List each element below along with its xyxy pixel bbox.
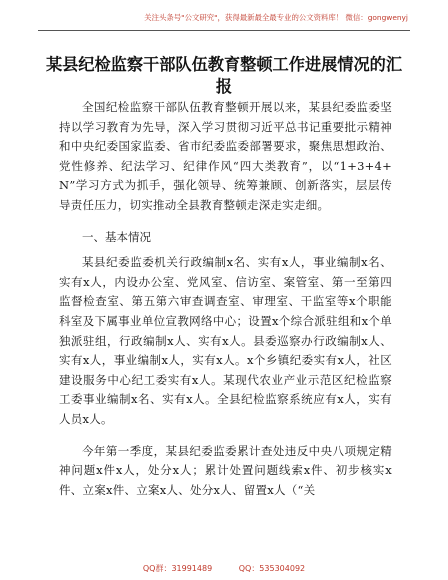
basic-info-paragraph: 某县纪委监委机关行政编制x名、实有x人，事业编制x名、实有x人，内设办公室、党风室、信访室、案管室、第一至第四监督检查室、第五第六审查调查室、审理室、干监室等x个职能科室及下属事业单位宣教网络中心；设置x个综合派驻组和x个单独派驻组，行政编制x人、实有x人。县委巡察办行政编制x人、实有x人，事业编制x人，实有x人。x个乡镇纪委实有x人，社区建设服务中心纪工委实有x人。某现代农业产业示范区纪检监察工委事业编制x名、实有x人。全县纪检监察系统应有x人，实有人员x人。 [59,255,392,426]
section-heading-basic: 一、基本情况 [82,229,151,244]
document-title: 某县纪检监察干部队伍教育整顿工作进展情况的汇报 [45,55,403,96]
footer [0,563,448,574]
header-notice: 关注头条号"公文研究"，获得最新最全最专业的公文资料库！ 微信：gongwenyj [144,13,408,22]
paragraph-gap [59,430,392,442]
document-body [59,98,392,500]
header-bar [38,6,410,31]
footer-qq-group: QQ群：31991489 [142,564,213,573]
quarter-paragraph: 今年第一季度，某县纪委监委累计查处违反中央八项规定精神问题x件x人，处分x人；累计处置问题线索x件、初步核实x件、立案x件、立案x人、处分x人、留置x人（“关 [59,443,392,497]
footer-qq: QQ：535304092 [238,564,306,573]
intro-paragraph: 全国纪检监察干部队伍教育整顿开展以来，某县纪委监委坚持以学习教育为先导，深入学习贯彻习近平总书记重要批示精神和中央纪委国家监委、省市纪委监委部署要求，聚焦思想政治、党性修养、纪法学习、纪律作风“四大类教育”，以“1+3+4+N”学习方式为抓手，强化领导、统筹兼顾、创新落实，层层传导责任压力，切实推动全县教育整顿走深走实走细。 [59,100,392,212]
